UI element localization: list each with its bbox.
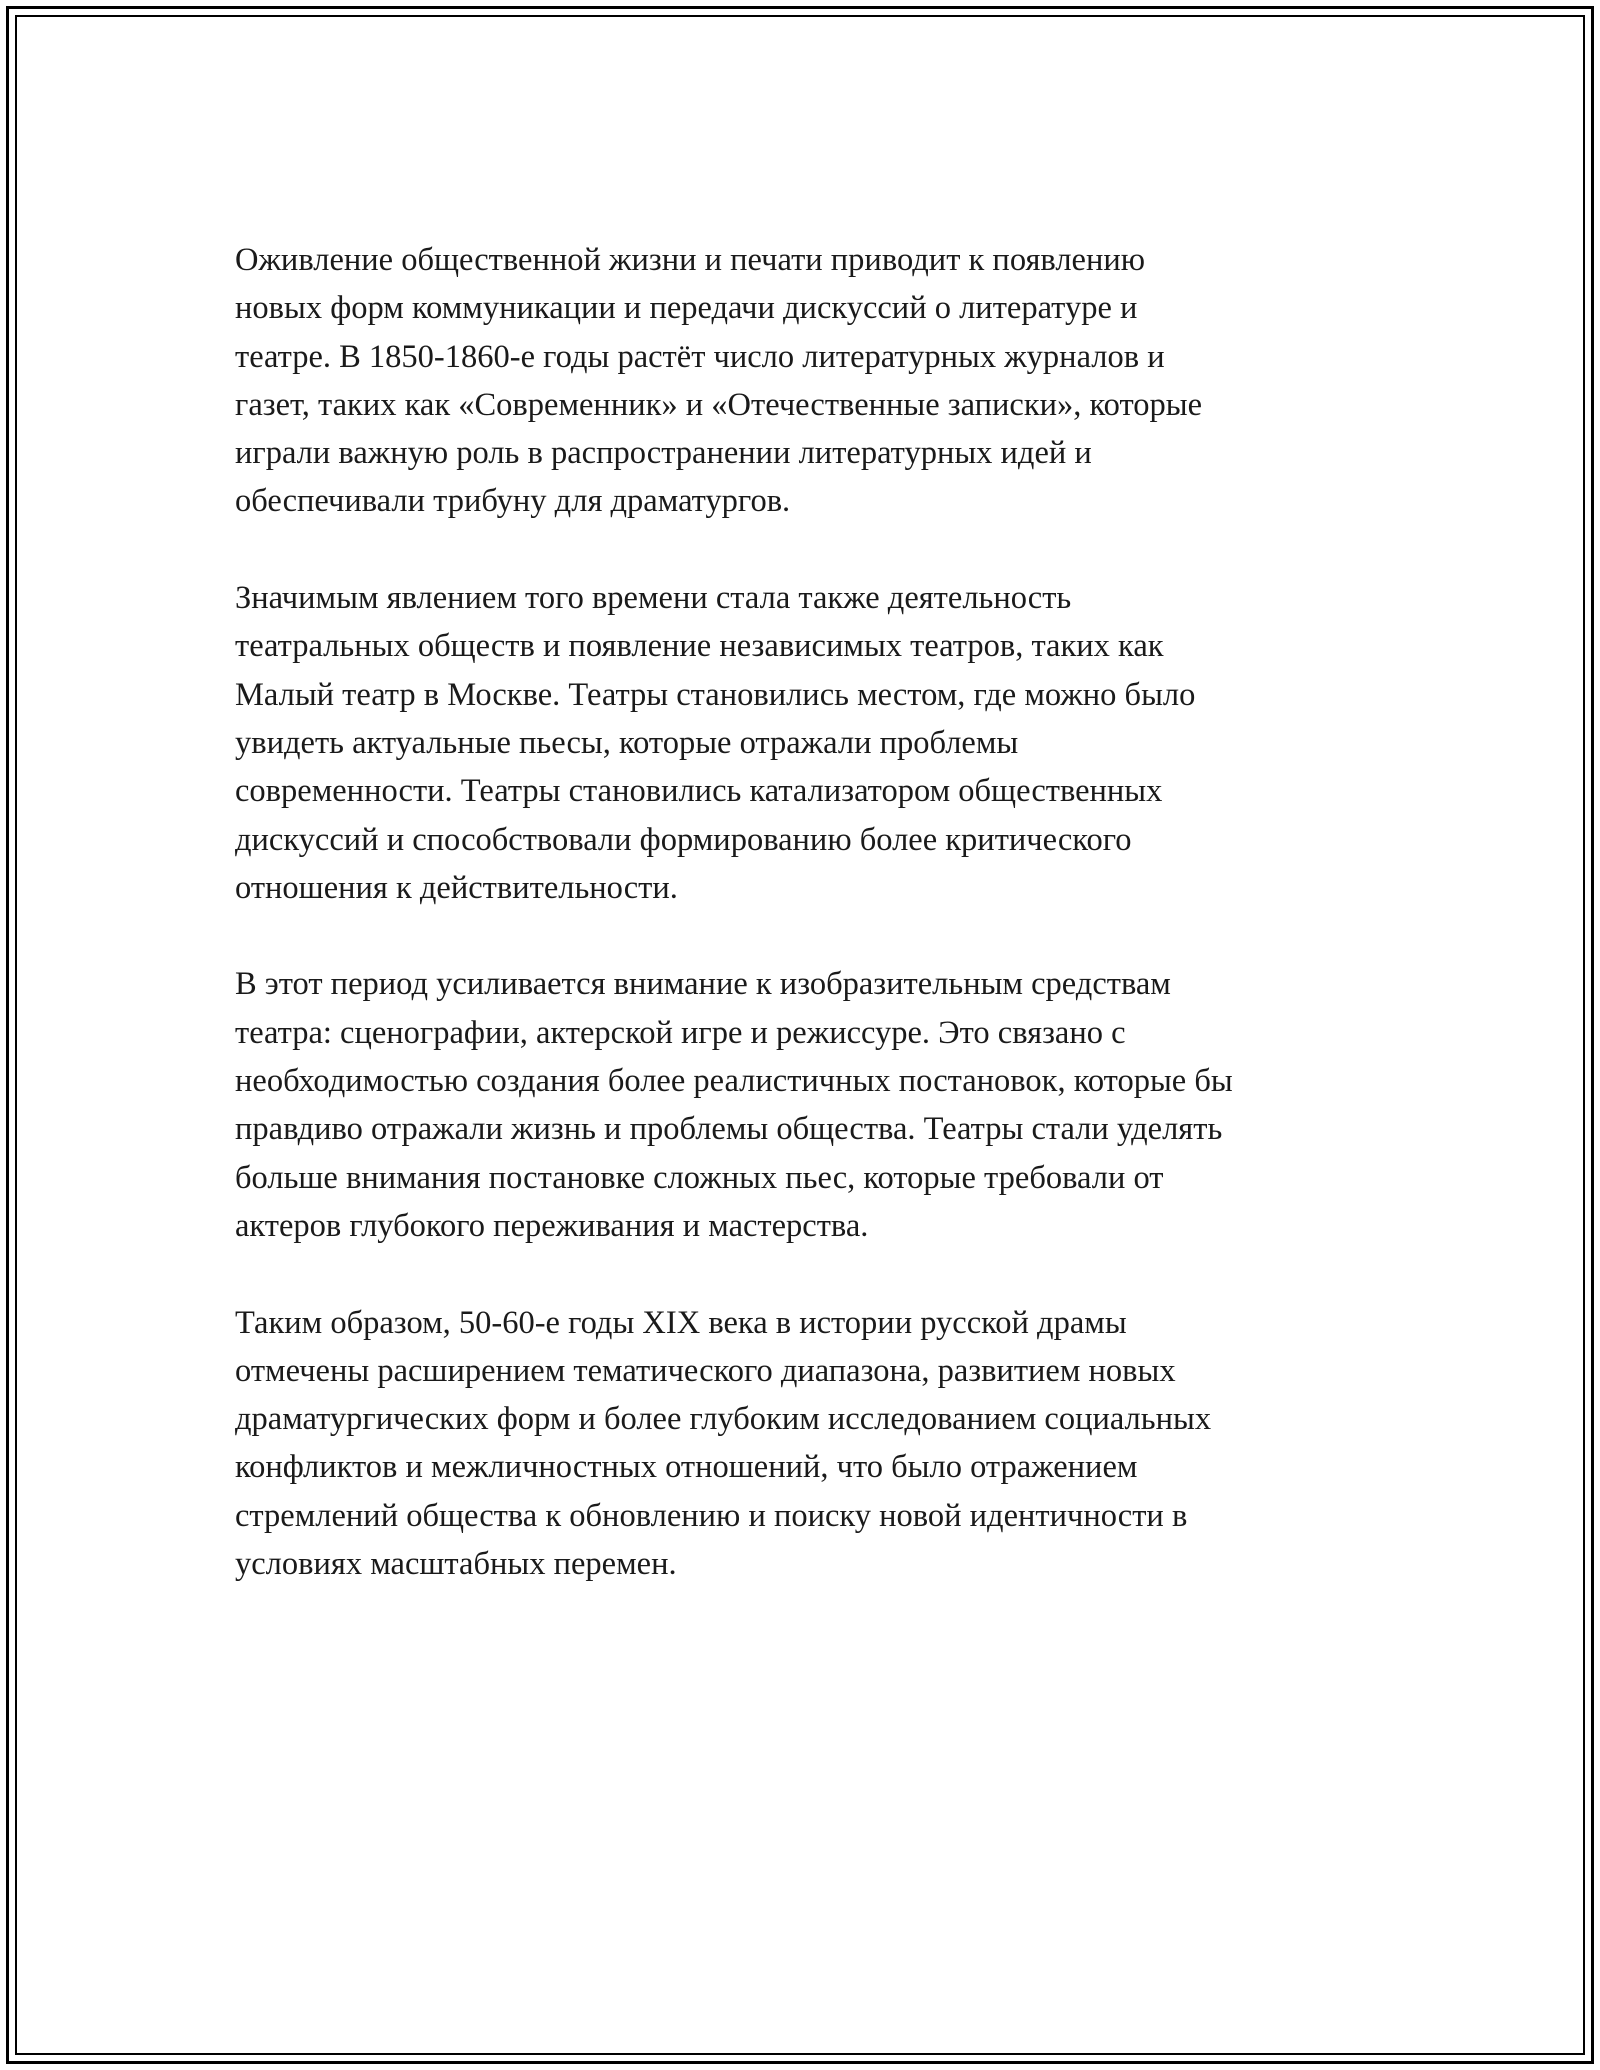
text-line: драматургических форм и более глубоким исследованием социальных (235, 1401, 1212, 1438)
text-line: конфликтов и межличностных отношений, что было отражением (235, 1449, 1138, 1486)
text-line: театре. В 1850-1860-е годы растёт число литературных журналов и (235, 338, 1165, 375)
text-line: увидеть актуальные пьесы, которые отражали проблемы (235, 724, 1019, 761)
text-line: условиях масштабных перемен. (235, 1546, 677, 1583)
text-line: актеров глубокого переживания и мастерства. (235, 1207, 869, 1244)
text-line: Таким образом, 50-60-е годы XIX века в истории русской драмы (235, 1304, 1127, 1341)
text-line: отмечены расширением тематического диапазона, развитием новых (235, 1352, 1176, 1389)
text-line: современности. Театры становились катализатором общественных (235, 773, 1163, 810)
text-line: Оживление общественной жизни и печати приводит к появлению (235, 242, 1146, 278)
paragraph-4 (235, 1299, 1385, 1589)
text-line: обеспечивали трибуну для драматургов. (235, 483, 791, 520)
text-line: Значимым явлением того времени стала также деятельность (235, 580, 1072, 617)
paragraph-1 (235, 236, 1385, 526)
text-line: новых форм коммуникации и передачи дискуссий о литературе и (235, 290, 1138, 327)
text-line: театральных обществ и появление независимых театров, таких как (235, 628, 1164, 665)
text-line: необходимостью создания более реалистичных постановок, которые бы (235, 1063, 1233, 1100)
text-line: В этот период усиливается внимание к изобразительным средствам (235, 966, 1171, 1003)
paragraph-2 (235, 574, 1385, 912)
paragraph-3 (235, 960, 1385, 1250)
text-line: газет, таких как «Современник» и «Отечественные записки», которые (235, 386, 1203, 423)
text-line: дискуссий и способствовали формированию более критического (235, 821, 1132, 858)
text-line: стремлений общества к обновлению и поиску новой идентичности в (235, 1497, 1188, 1534)
document-body (235, 236, 1385, 1637)
text-line: больше внимания постановке сложных пьес, которые требовали от (235, 1159, 1164, 1196)
text-line: правдиво отражали жизнь и проблемы общества. Театры стали уделять (235, 1111, 1223, 1148)
text-line: отношения к действительности. (235, 869, 678, 906)
text-line: театра: сценографии, актерской игре и режиссуре. Это связано с (235, 1014, 1126, 1051)
text-line: играли важную роль в распространении литературных идей и (235, 435, 1092, 472)
text-line: Малый театр в Москве. Театры становились местом, где можно было (235, 676, 1196, 713)
